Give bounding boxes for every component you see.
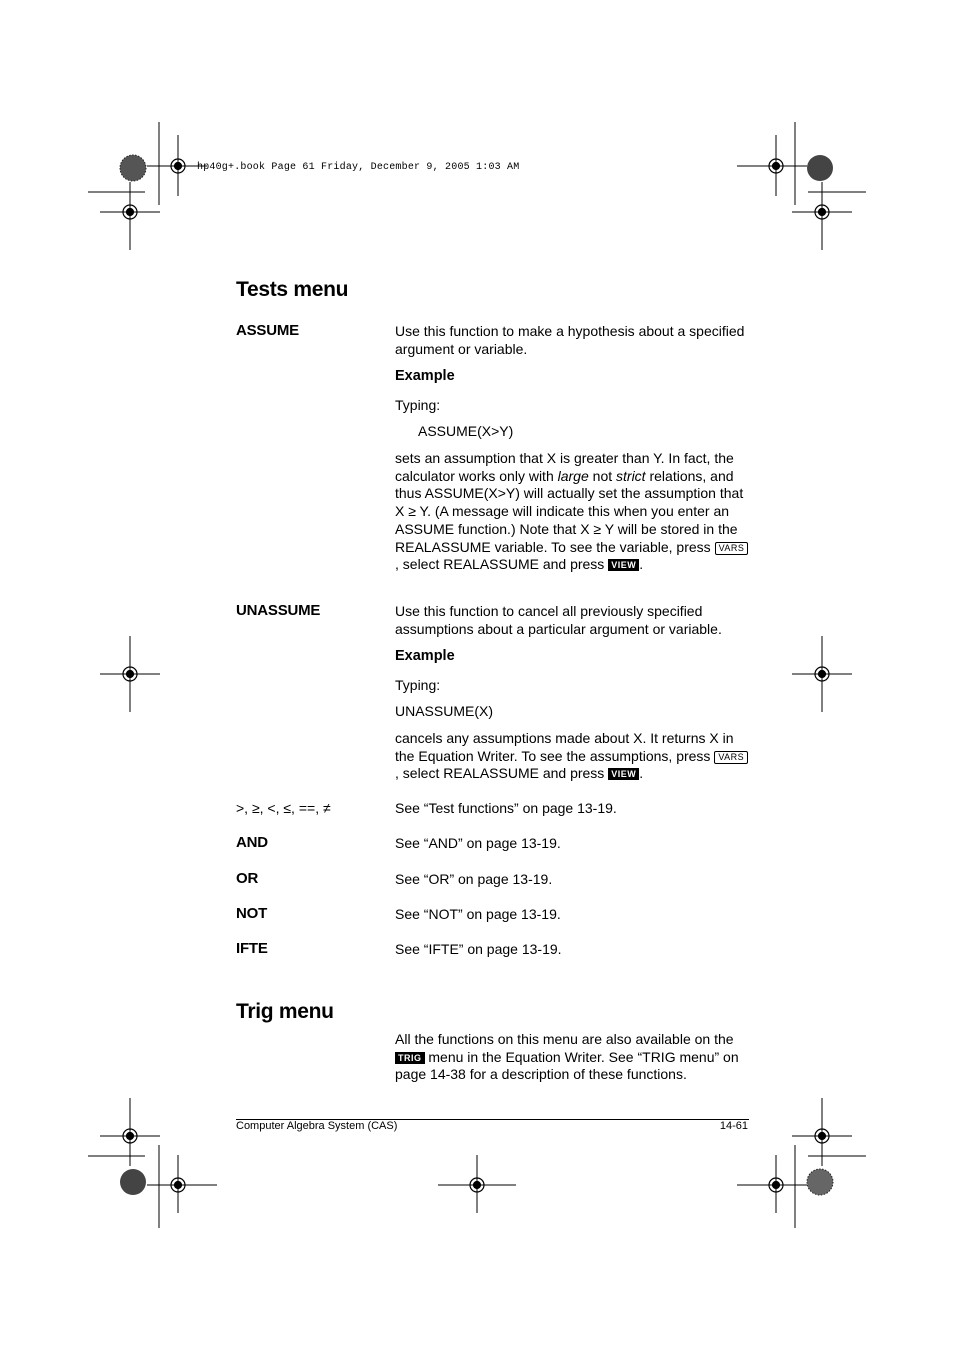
footer-page-number: 14-61	[719, 1120, 748, 1132]
not-ref: See “NOT” on page 13-19.	[395, 906, 561, 922]
view-softkey-icon: VIEW	[608, 768, 639, 780]
assume-code: ASSUME(X>Y)	[418, 423, 514, 439]
vars-key-icon: VARS	[714, 751, 748, 764]
assume-typing: Typing:	[395, 397, 441, 413]
term-or: OR	[236, 870, 259, 887]
assume-intro: Use this function to make a hypothesis about a specified argument or variable.	[395, 323, 745, 357]
term-ifte: IFTE	[236, 940, 268, 957]
term-unassume: UNASSUME	[236, 602, 321, 619]
unassume-description: cancels any assumptions made about X. It returns X in the Equation Writer. To see the assumptions, press VARS, select REALASSUME and press VIEW .	[395, 730, 751, 783]
vars-key-icon: VARS	[715, 542, 749, 555]
term-not: NOT	[236, 905, 268, 922]
or-ref: See “OR” on page 13-19.	[395, 871, 553, 887]
term-test-operators: >, ≥, <, ≤, ==, ≠	[236, 800, 331, 816]
test-operators-ref: See “Test functions” on page 13-19.	[395, 800, 617, 816]
assume-example-label: Example	[395, 368, 455, 384]
tests-menu-title: Tests menu	[236, 278, 349, 301]
assume-description: sets an assumption that X is greater than Y. In fact, the calculator works only with large not strict relations, and thus ASSUME(X>Y) will actually set the assumption that X ≥ Y. (A message will indicate this when you enter an ASSUME function.) Note that X ≥ Y will be stored in the REALASSUME variable. To see the variable, press VARS, select REALASSUME and press VIEW .	[395, 450, 751, 574]
trig-softkey-icon: TRIG	[395, 1052, 425, 1064]
view-softkey-icon: VIEW	[608, 559, 639, 571]
unassume-typing: Typing:	[395, 677, 441, 693]
trig-menu-description: All the functions on this menu are also available on the TRIG menu in the Equation Writer. See “TRIG menu” on page 14-38 for a description of these functions.	[395, 1031, 739, 1083]
ifte-ref: See “IFTE” on page 13-19.	[395, 941, 562, 957]
term-assume: ASSUME	[236, 322, 299, 339]
trig-menu-title: Trig menu	[236, 1000, 334, 1023]
term-and: AND	[236, 834, 268, 851]
unassume-example-label: Example	[395, 648, 455, 664]
and-ref: See “AND” on page 13-19.	[395, 835, 561, 851]
print-header: hp40g+.book Page 61 Friday, December 9, 2005 1:03 AM	[197, 162, 520, 173]
footer-chapter: Computer Algebra System (CAS)	[236, 1120, 398, 1132]
unassume-intro: Use this function to cancel all previously specified assumptions about a particular argument or variable.	[395, 603, 722, 637]
unassume-code: UNASSUME(X)	[395, 703, 494, 719]
